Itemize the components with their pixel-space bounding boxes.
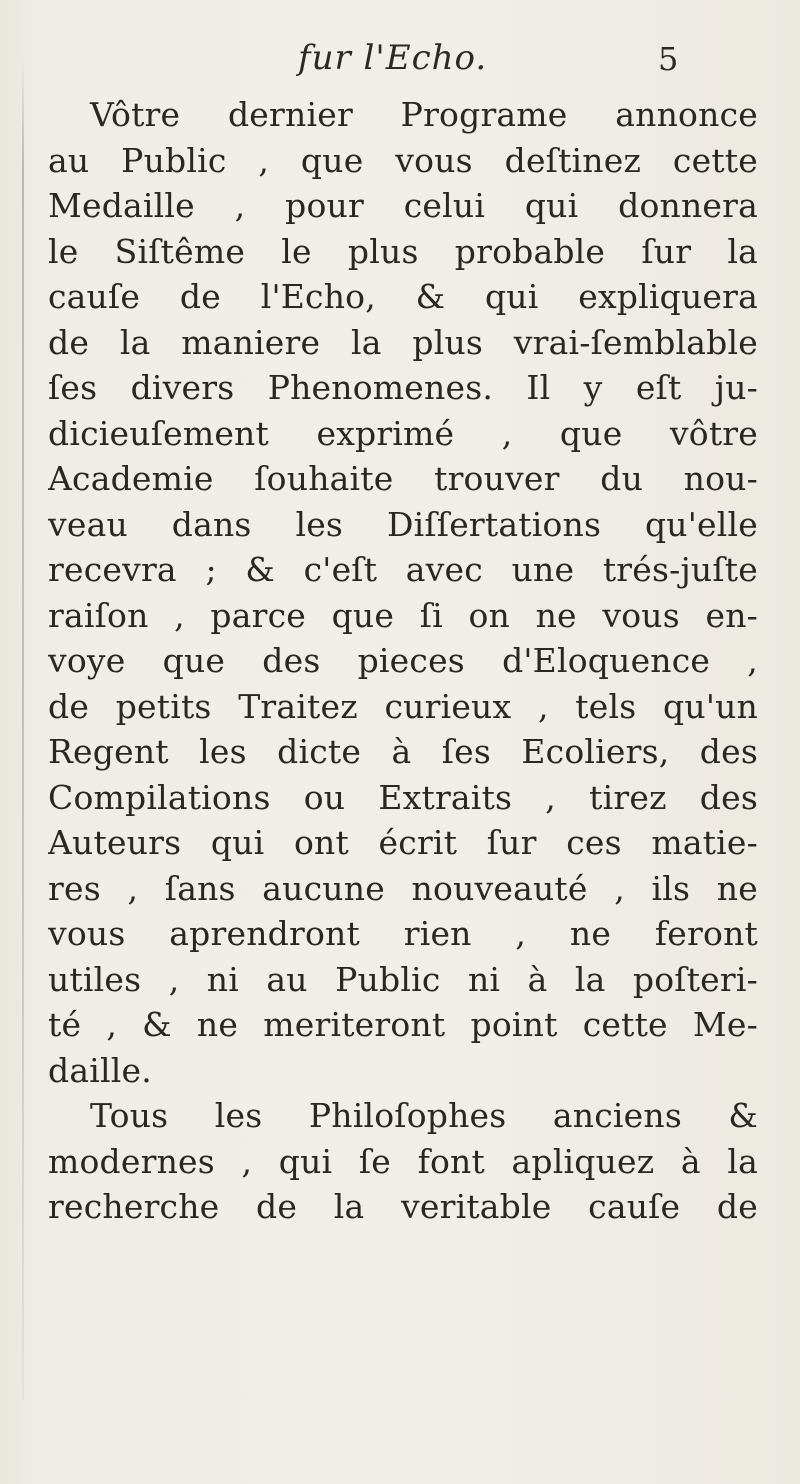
text-line: Medaille , pour celui qui donnera bbox=[48, 186, 758, 225]
body-text bbox=[48, 92, 758, 1230]
text-line: raiſon , parce que ſi on ne vous en- bbox=[48, 595, 758, 635]
text-line: ſes divers Phenomenes. Il y eſt ju- bbox=[48, 368, 758, 407]
text-line: au Public , que vous deſtinez cette bbox=[48, 140, 758, 180]
text-line: daille. bbox=[48, 1050, 152, 1090]
running-head: fur l'Echo. bbox=[298, 38, 488, 78]
text-line: Auteurs qui ont écrit ſur ces matie- bbox=[48, 823, 758, 862]
text-line: le Siſtême le plus probable ſur la bbox=[48, 231, 758, 271]
text-line: de la maniere la plus vrai-ſemblable bbox=[48, 322, 758, 362]
text-line: de petits Traitez curieux , tels qu'un bbox=[48, 686, 758, 726]
text-line: dicieuſement exprimé , que vôtre bbox=[48, 413, 758, 453]
text-line: Regent les dicte à ſes Ecoliers, des bbox=[48, 732, 758, 771]
text-line: cauſe de l'Echo, & qui expliquera bbox=[48, 277, 758, 316]
text-line: recherche de la veritable cauſe de bbox=[48, 1187, 758, 1226]
page-header bbox=[0, 38, 800, 86]
text-line: Vôtre dernier Programe annonce bbox=[90, 95, 758, 134]
text-line: vous aprendront rien , ne feront bbox=[48, 914, 758, 953]
text-line: Academie ſouhaite trouver du nou- bbox=[48, 459, 758, 498]
text-line: utiles , ni au Public ni à la poſteri- bbox=[48, 959, 758, 999]
text-line: voye que des pieces d'Eloquence , bbox=[48, 641, 758, 680]
text-line: recevra ; & c'eſt avec une trés-juſte bbox=[48, 550, 758, 589]
text-line: té , & ne meriteront point cette Me- bbox=[48, 1005, 758, 1044]
text-line: Tous les Philoſophes anciens & bbox=[90, 1096, 758, 1135]
binding-edge bbox=[22, 60, 24, 1400]
text-line: Compilations ou Extraits , tirez des bbox=[48, 777, 758, 817]
page-number: 5 bbox=[658, 40, 679, 78]
text-line: modernes , qui ſe font apliquez à la bbox=[48, 1141, 758, 1181]
text-line: res , ſans aucune nouveauté , ils ne bbox=[48, 868, 758, 908]
text-line: veau dans les Diſſertations qu'elle bbox=[48, 504, 758, 544]
